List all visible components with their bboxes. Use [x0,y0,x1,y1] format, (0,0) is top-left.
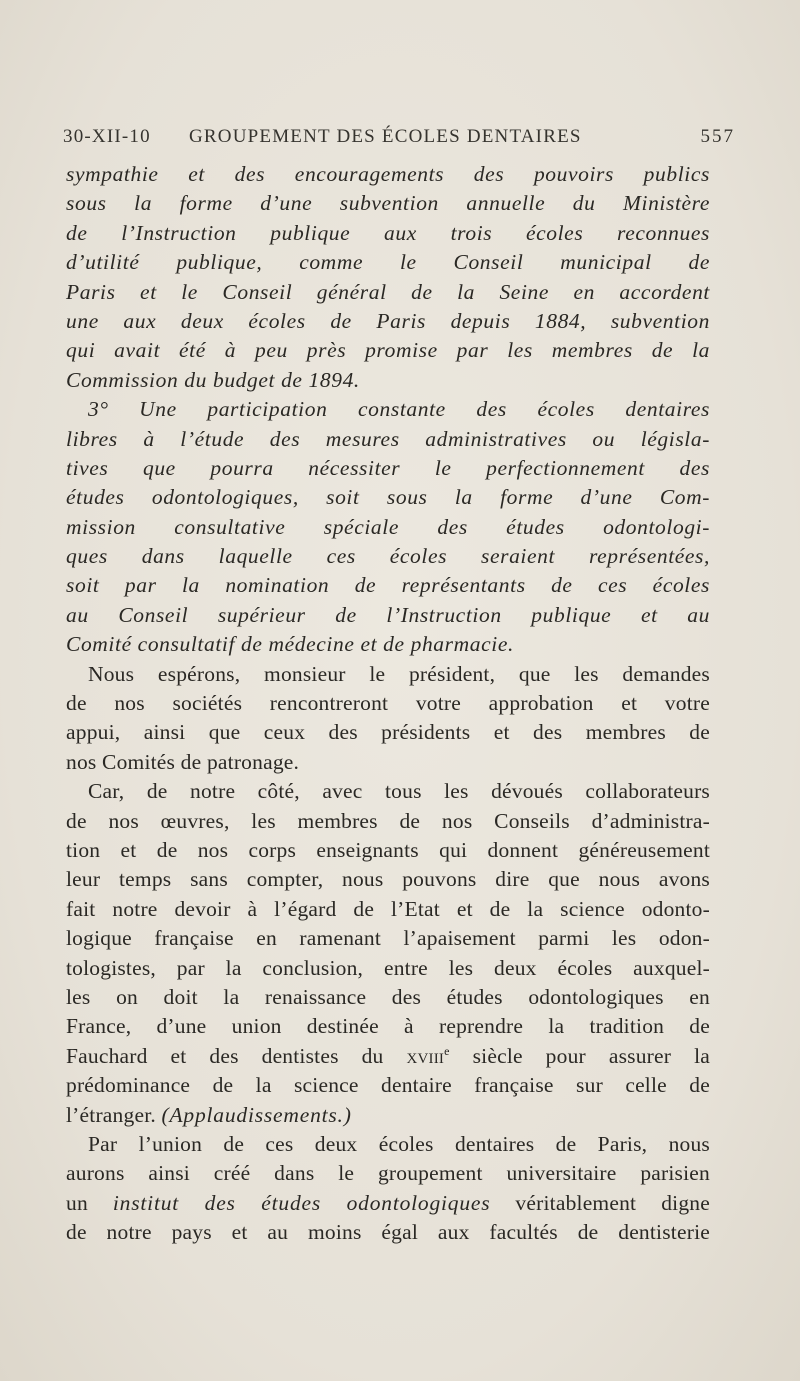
text-line: logique française en ramenant l’apaisement parmi les odon- [66,926,710,951]
italic-paragraph-subsidy [66,160,710,395]
text-etranger: l’étranger. [66,1102,162,1127]
text-line: Nous espérons, monsieur le président, que les demandes [88,661,710,686]
text-line: libres à l’étude des mesures administratives ou législa- [66,426,710,451]
century-numeral: xviii [406,1043,445,1068]
text-line: sympathie et des encouragements des pouvoirs publics [66,162,710,186]
page-text [66,160,710,1247]
institute-text-after: véritablement digne [490,1190,710,1215]
running-header [63,126,735,156]
text-line: de l’Instruction publique aux trois écoles reconnues [66,220,710,245]
text-line: mission consultative spéciale des études odontologi- [66,514,710,539]
text-line-institute [66,1189,710,1218]
paragraph-duty [66,777,710,1130]
text-line: études odontologiques, soit sous la forme d’une Com- [66,485,710,510]
header-title: GROUPEMENT DES ÉCOLES DENTAIRES [189,126,582,147]
text-line: qui avait été à peu près promise par les membres de la [66,338,710,363]
text-line: 3° Une participation constante des écoles dentaires [88,397,710,422]
text-line: tologistes, par la conclusion, entre les deux écoles auxquel- [66,955,710,980]
header-date: 30-XII-10 [63,126,151,147]
text-line: de nos œuvres, les membres de nos Conseils d’administra- [66,808,710,833]
text-line: les on doit la renaissance des études odontologiques en [66,984,710,1009]
italic-paragraph-participation [66,395,710,660]
text-line-applause [66,1101,710,1130]
text-line: aurons ainsi créé dans le groupement universitaire parisien [66,1161,710,1186]
text-line: leur temps sans compter, nous pouvons dire que nous avons [66,867,710,892]
text-line-century [66,1042,710,1071]
page-number: 557 [700,126,735,147]
text-line: Paris et le Conseil général de la Seine en accordent [66,279,710,304]
text-line: une aux deux écoles de Paris depuis 1884, subvention [66,308,710,333]
text-line: tion et de nos corps enseignants qui donnent généreusement [66,837,710,862]
century-superscript: e [444,1043,450,1058]
text-line: de notre pays et au moins égal aux facultés de dentisterie [66,1220,710,1245]
text-line: Commission du budget de 1894. [66,367,360,392]
text-line: sous la forme d’une subvention annuelle du Ministère [66,191,710,216]
century-text-before: Fauchard et des dentistes du [66,1043,407,1068]
text-line: d’utilité publique, comme le Conseil municipal de [66,250,710,275]
paragraph-hopes [66,660,710,778]
text-line: de nos sociétés rencontreront votre approbation et votre [66,691,710,716]
text-line: nos Comités de patronage. [66,749,300,774]
century-text-after: siècle pour assurer la [449,1043,710,1068]
text-line: Car, de notre côté, avec tous les dévoués collaborateurs [88,779,710,804]
text-line: au Conseil supérieur de l’Instruction publique et au [66,602,710,627]
text-line: soit par la nomination de représentants de ces écoles [66,573,710,598]
institute-name: institut des études odontologiques [112,1190,491,1215]
text-line: ques dans laquelle ces écoles seraient représentées, [66,544,710,569]
text-line: prédominance de la science dentaire française sur celle de [66,1073,710,1098]
text-line: Comité consultatif de médecine et de pharmacie. [66,632,514,657]
paragraph-union [66,1130,710,1248]
text-line: appui, ainsi que ceux des présidents et des membres de [66,720,710,745]
applause-note: (Applaudissements.) [161,1102,352,1127]
text-line: tives que pourra nécessiter le perfectionnement des [66,455,710,480]
text-line: Par l’union de ces deux écoles dentaires de Paris, nous [88,1131,710,1156]
text-line: France, d’une union destinée à reprendre la tradition de [66,1014,710,1039]
institute-text-before: un [66,1190,113,1215]
text-line: fait notre devoir à l’égard de l’Etat et de la science odonto- [66,896,710,921]
